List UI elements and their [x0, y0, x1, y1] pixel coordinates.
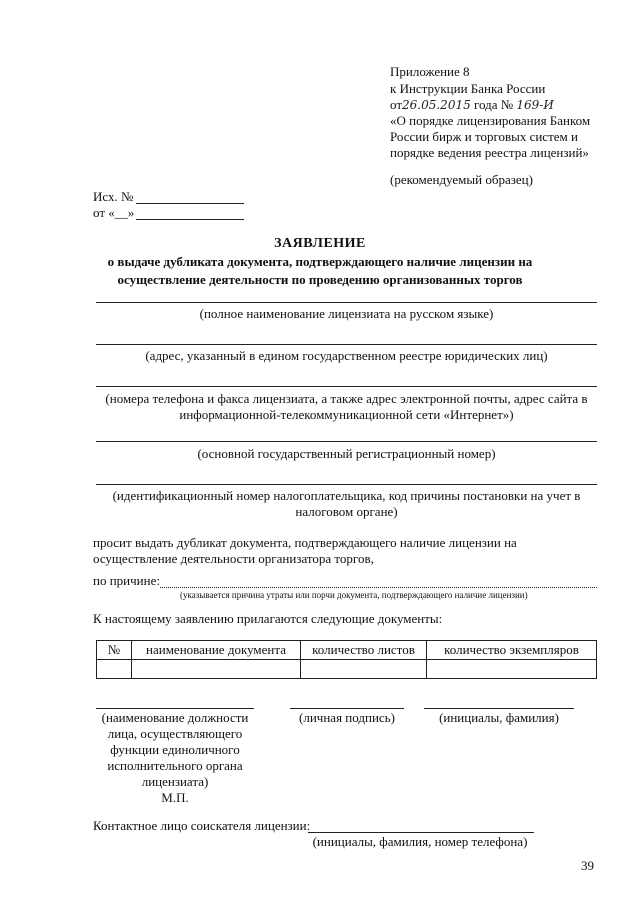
table-header-sheets: количество листов: [301, 641, 427, 660]
position-line[interactable]: [96, 708, 254, 709]
appendix-line-5: России бирж и торговых систем и: [390, 129, 578, 144]
request-text-line-2: осуществление деятельности организатора торгов,: [93, 551, 374, 566]
table-cell[interactable]: [97, 660, 132, 679]
position-caption-line-1: (наименование должности: [101, 710, 249, 725]
position-caption-line-4: исполнительного органа: [107, 758, 243, 773]
initials-line[interactable]: [424, 708, 574, 709]
outgoing-date-line[interactable]: [136, 219, 244, 220]
licensee-name-line[interactable]: [96, 302, 597, 303]
appendix-handwritten-date: 26.05.2015: [402, 98, 471, 112]
inn-caption-line-1: (идентификационный номер налогоплательщика, код причины постановки на учет в: [112, 488, 581, 503]
reason-label: по причине:: [93, 573, 160, 588]
appendix-line-2: к Инструкции Банка России: [390, 81, 546, 96]
reason-caption: (указывается причина утраты или порчи документа, подтверждающего наличие лицензии): [180, 590, 528, 600]
table-cell[interactable]: [132, 660, 301, 679]
document-subtitle-line-1: о выдаче дубликата документа, подтверждающего наличие лицензии на: [107, 254, 533, 269]
table-header-copies: количество экземпляров: [427, 641, 597, 660]
stamp-placeholder: М.П.: [161, 790, 189, 805]
contacts-caption-line-2: информационной-телекоммуникационной сети «Интернет»): [179, 407, 514, 422]
table-header-document-name: наименование документа: [132, 641, 301, 660]
position-caption-line-5: лицензиата): [141, 774, 209, 789]
signature-caption: (личная подпись): [299, 710, 395, 725]
table-row: [97, 660, 597, 679]
appendix-handwritten-number: 169-И: [516, 98, 554, 112]
appendix-from-label: от: [390, 97, 403, 112]
address-line[interactable]: [96, 344, 597, 345]
table-header-row: [97, 641, 597, 660]
contacts-caption-line-1: (номера телефона и факса лицензиата, а также адрес электронной почты, адрес сайта в: [105, 391, 588, 406]
appendix-number-label: года №: [473, 97, 514, 112]
appendix-line-1: Приложение 8: [390, 64, 470, 79]
outgoing-number-label: Исх. №: [93, 189, 134, 204]
contacts-line[interactable]: [96, 386, 597, 387]
table-header-number: №: [97, 641, 132, 660]
ogrn-caption: (основной государственный регистрационный номер): [197, 446, 496, 461]
document-title: ЗАЯВЛЕНИЕ: [274, 236, 366, 251]
licensee-name-caption: (полное наименование лицензиата на русском языке): [199, 306, 494, 321]
contact-person-label: Контактное лицо соискателя лицензии:: [93, 818, 311, 833]
document-subtitle-line-2: осуществление деятельности по проведению организованных торгов: [117, 272, 523, 287]
signature-line[interactable]: [290, 708, 404, 709]
contact-person-caption: (инициалы, фамилия, номер телефона): [312, 834, 528, 849]
appendix-line-3: [390, 97, 554, 113]
attached-documents-text: К настоящему заявлению прилагаются следующие документы:: [93, 611, 443, 626]
table-cell[interactable]: [301, 660, 427, 679]
request-text-line-1: просит выдать дубликат документа, подтверждающего наличие лицензии на: [93, 535, 517, 550]
position-caption-line-3: функции единоличного: [110, 742, 240, 757]
appendix-line-6: порядке ведения реестра лицензий»: [390, 145, 589, 160]
appendix-line-4: «О порядке лицензирования Банком: [390, 113, 591, 128]
outgoing-date-label: от «__»: [93, 205, 135, 220]
ogrn-line[interactable]: [96, 441, 597, 442]
table-cell[interactable]: [427, 660, 597, 679]
appendix-sample-note: (рекомендуемый образец): [390, 172, 533, 187]
position-caption-line-2: лица, осуществляющего: [107, 726, 243, 741]
inn-caption-line-2: налоговом органе): [295, 504, 398, 519]
outgoing-number-line[interactable]: [136, 203, 244, 204]
contact-person-line[interactable]: [308, 832, 534, 833]
address-caption: (адрес, указанный в едином государственном реестре юридических лиц): [145, 348, 548, 363]
reason-line[interactable]: [160, 587, 597, 588]
attached-documents-table: [96, 640, 597, 679]
initials-caption: (инициалы, фамилия): [439, 710, 559, 725]
page-number: 39: [581, 858, 594, 873]
inn-line[interactable]: [96, 484, 597, 485]
